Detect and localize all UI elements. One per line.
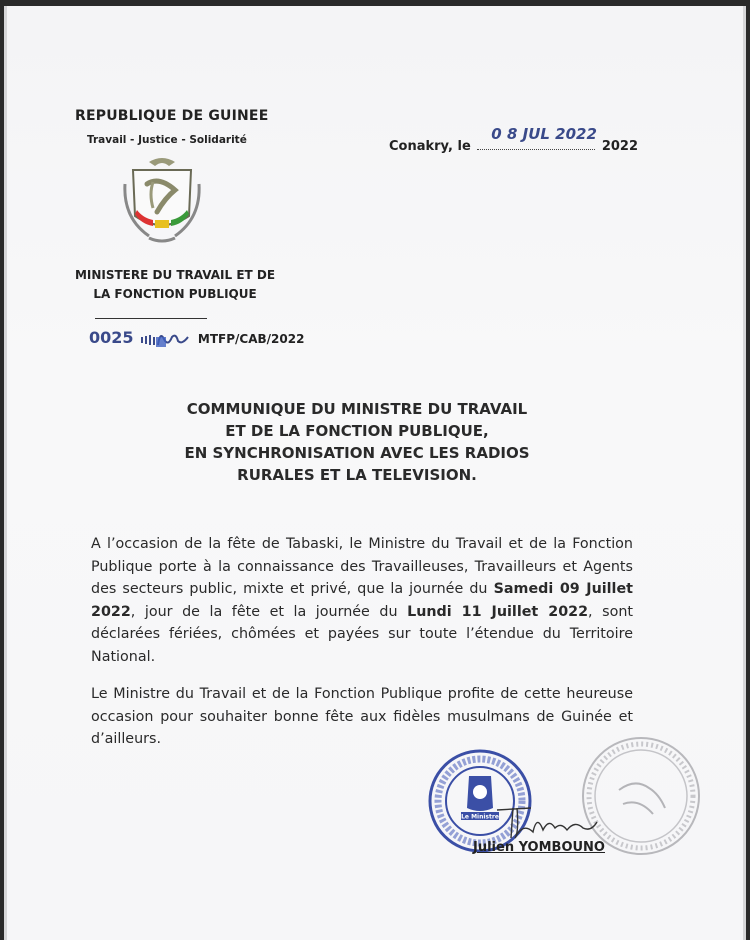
title-line-3: EN SYNCHRONISATION AVEC LES RADIOS <box>184 444 530 462</box>
communique-title <box>107 398 607 486</box>
signatory-name: Julien YOMBOUNO <box>473 840 605 855</box>
date-prefix: Conakry, le <box>389 139 471 154</box>
paragraph-text: A l’occasion de la fête de Tabaski, le Ministre du Travail et de la Fonction Publique porte à la connaissance des Travailleuses, Travailleurs et Agents des secteurs public, mixte et privé, que la journée du <box>91 536 633 597</box>
svg-text:Le Ministre: Le Ministre <box>461 813 499 821</box>
document-page <box>4 6 746 940</box>
holiday-date-2: Lundi 11 Juillet 2022 <box>407 603 589 620</box>
paragraph-text: , sont déclarées fériées, chômées et payées sur toute l’étendue du Territoire National. <box>91 603 633 665</box>
paragraph-text: , jour de la fête et la journée du <box>130 603 408 620</box>
reference-number <box>89 328 304 351</box>
signature-icon <box>493 802 623 842</box>
title-line-2: ET DE LA FONCTION PUBLIQUE, <box>225 422 489 440</box>
document-date <box>389 125 639 154</box>
national-motto: Travail - Justice - Solidarité <box>87 134 247 146</box>
body-paragraph-2: Le Ministre du Travail et de la Fonction Publique profite de cette heureuse occasion pour souhaiter bonne fête aux fidèles musulmans de Guinée et d’ailleurs. <box>91 686 633 747</box>
holiday-date-1: Samedi 09 Juillet 2022 <box>91 581 633 620</box>
body-paragraph-1 <box>91 533 633 668</box>
reference-number-value: 0025 <box>89 328 134 347</box>
title-line-1: COMMUNIQUE DU MINISTRE DU TRAVAIL <box>186 400 528 418</box>
guinea-coat-of-arms-icon <box>119 154 205 246</box>
title-line-4: RURALES ET LA TELEVISION. <box>237 466 477 484</box>
handwritten-date: 0 8 JUL 2022 <box>491 125 597 143</box>
ministry-line-2: LA FONCTION PUBLIQUE <box>93 287 257 301</box>
handwritten-initials-icon <box>138 329 194 351</box>
divider <box>95 318 207 319</box>
ministry-name <box>65 266 285 304</box>
date-year: 2022 <box>601 139 639 154</box>
reference-suffix: MTFP/CAB/2022 <box>197 332 305 346</box>
date-fill-line <box>477 125 597 150</box>
country-heading: REPUBLIQUE DE GUINEE <box>75 108 269 124</box>
ministry-line-1: MINISTERE DU TRAVAIL ET DE <box>74 268 276 282</box>
